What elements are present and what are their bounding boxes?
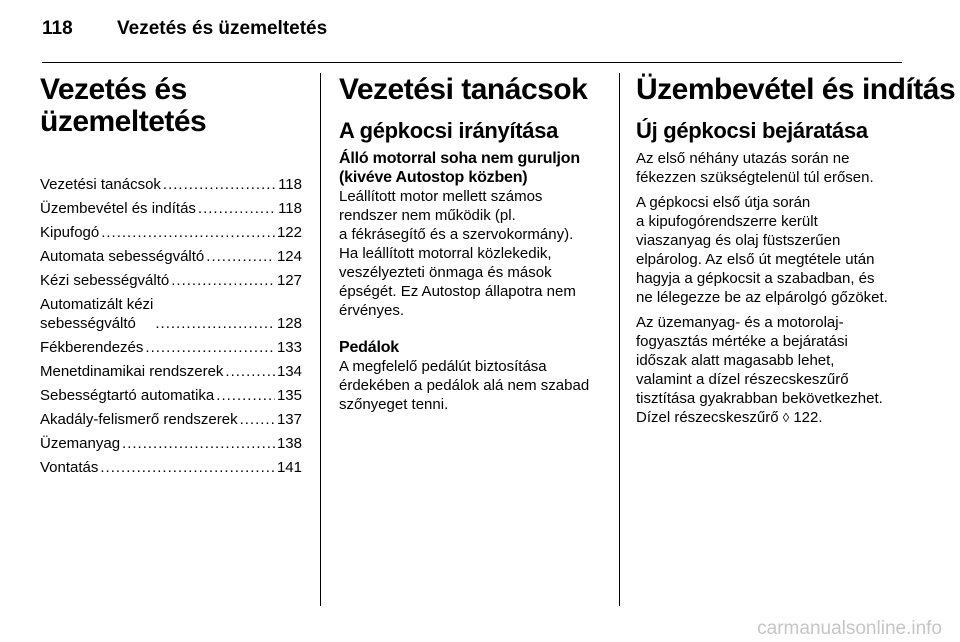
- startup-column: [636, 73, 956, 433]
- toc-leader: [155, 314, 275, 333]
- body-text: A megfelelő pedálút biztosítása érdekében a pedálok alá nem szabad szőnyeget tenni.: [339, 358, 590, 413]
- toc-label: Akadály-felismerő rendszerek: [40, 411, 238, 428]
- body-text-content: Az üzemanyag- és a motorolaj- fogyasztás mértéke a bejáratási időszak alatt magasabb lehet, valamint a dízel részecskeszűrő tisztítása gyakrabban bekövetkezhet. Dízel részecskeszűrő: [636, 314, 883, 426]
- toc-label: Üzembevétel és indítás: [40, 200, 196, 217]
- toc-item[interactable]: [40, 386, 302, 405]
- toc-column: [40, 74, 302, 482]
- toc-item[interactable]: [40, 458, 302, 477]
- toc-label: Menetdinamikai rendszerek: [40, 363, 224, 380]
- watermark: carmanualsonline.info: [757, 618, 942, 639]
- body-text: A gépkocsi első útja során a kipufogórendszerre került viaszanyag és olaj füstszerűen elpárolog. Az első út megtétele után hagyja a gépkocsit a szabadban, és ne lélegezze be az elpárolgó gőzöket.: [636, 194, 888, 306]
- paragraph-title: Pedálok: [339, 339, 399, 356]
- toc-item[interactable]: [40, 223, 302, 242]
- toc-leader: [100, 458, 275, 477]
- section-subheading: Új gépkocsi bejáratása: [636, 118, 868, 143]
- toc-leader: [206, 247, 275, 266]
- column-divider: [619, 73, 620, 606]
- toc-label: Automata sebességváltó: [40, 248, 205, 265]
- toc-item[interactable]: [40, 175, 302, 194]
- body-text: [636, 313, 906, 427]
- page-number: 118: [42, 18, 73, 39]
- toc-page: 118: [278, 200, 302, 217]
- toc-leader: [216, 386, 275, 405]
- toc-item[interactable]: [40, 199, 302, 218]
- toc-page: 134: [276, 363, 302, 380]
- body-text: Az első néhány utazás során ne fékezzen szükségtelenül túl erősen.: [636, 150, 874, 186]
- toc-item[interactable]: [40, 410, 302, 429]
- toc-page: 135: [276, 387, 302, 404]
- reference-arrow-icon: ◊: [782, 410, 790, 425]
- toc-label: Vontatás: [40, 459, 99, 476]
- toc-page: 124: [276, 248, 302, 265]
- toc-label: Kézi sebességváltó: [40, 272, 170, 289]
- toc-page: 122: [276, 224, 302, 241]
- toc-page: 127: [276, 272, 302, 289]
- running-title: Vezetés és üzemeltetés: [117, 18, 328, 39]
- toc-leader: [145, 338, 275, 357]
- toc-item[interactable]: [40, 271, 302, 290]
- toc-item[interactable]: [40, 338, 302, 357]
- toc-page: 133: [276, 339, 302, 356]
- toc-label: Sebességtartó automatika: [40, 387, 215, 404]
- toc-item[interactable]: [40, 362, 302, 381]
- toc-leader: [171, 271, 275, 290]
- toc-page: 128: [276, 315, 302, 332]
- paragraph-title: Álló motorral soha nem guruljon (kivéve Autostop közben): [339, 150, 580, 186]
- toc-label: Kipufogó: [40, 224, 100, 241]
- toc-page: 141: [276, 459, 302, 476]
- toc-leader: [225, 362, 275, 381]
- toc-item[interactable]: [40, 295, 302, 333]
- toc-page: 138: [276, 435, 302, 452]
- table-of-contents: [40, 175, 302, 477]
- toc-item[interactable]: [40, 247, 302, 266]
- toc-label: Üzemanyag: [40, 435, 121, 452]
- toc-label: Fékberendezés: [40, 339, 144, 356]
- toc-leader: [122, 434, 275, 453]
- chapter-title: Vezetés és üzemeltetés: [40, 73, 207, 138]
- header-rule: [42, 62, 902, 63]
- toc-label: Vezetési tanácsok: [40, 176, 161, 193]
- toc-page: 118: [278, 176, 302, 193]
- toc-leader: [240, 410, 275, 429]
- toc-item[interactable]: [40, 434, 302, 453]
- section-heading: Üzembevétel és indítás: [636, 73, 956, 106]
- toc-leader: [163, 175, 276, 194]
- driving-tips-column: [339, 74, 604, 414]
- toc-page: 137: [276, 411, 302, 428]
- section-subheading: A gépkocsi irányítása: [339, 118, 559, 143]
- toc-leader: [198, 199, 276, 218]
- section-heading: Vezetési tanácsok: [339, 73, 588, 106]
- page-header: [42, 18, 328, 40]
- toc-leader: [101, 223, 275, 242]
- page-reference[interactable]: 122.: [789, 409, 823, 426]
- toc-label: Automatizált kézi sebességváltó: [40, 296, 154, 332]
- body-text: Leállított motor mellett számos rendszer nem működik (pl. a fékrásegítő és a szervokormány). Ha leállított motorral közlekedik, veszélyezteti önmaga és mások épségét. Ez Autostop állapotra nem érvényes.: [339, 188, 576, 319]
- column-divider: [320, 73, 321, 606]
